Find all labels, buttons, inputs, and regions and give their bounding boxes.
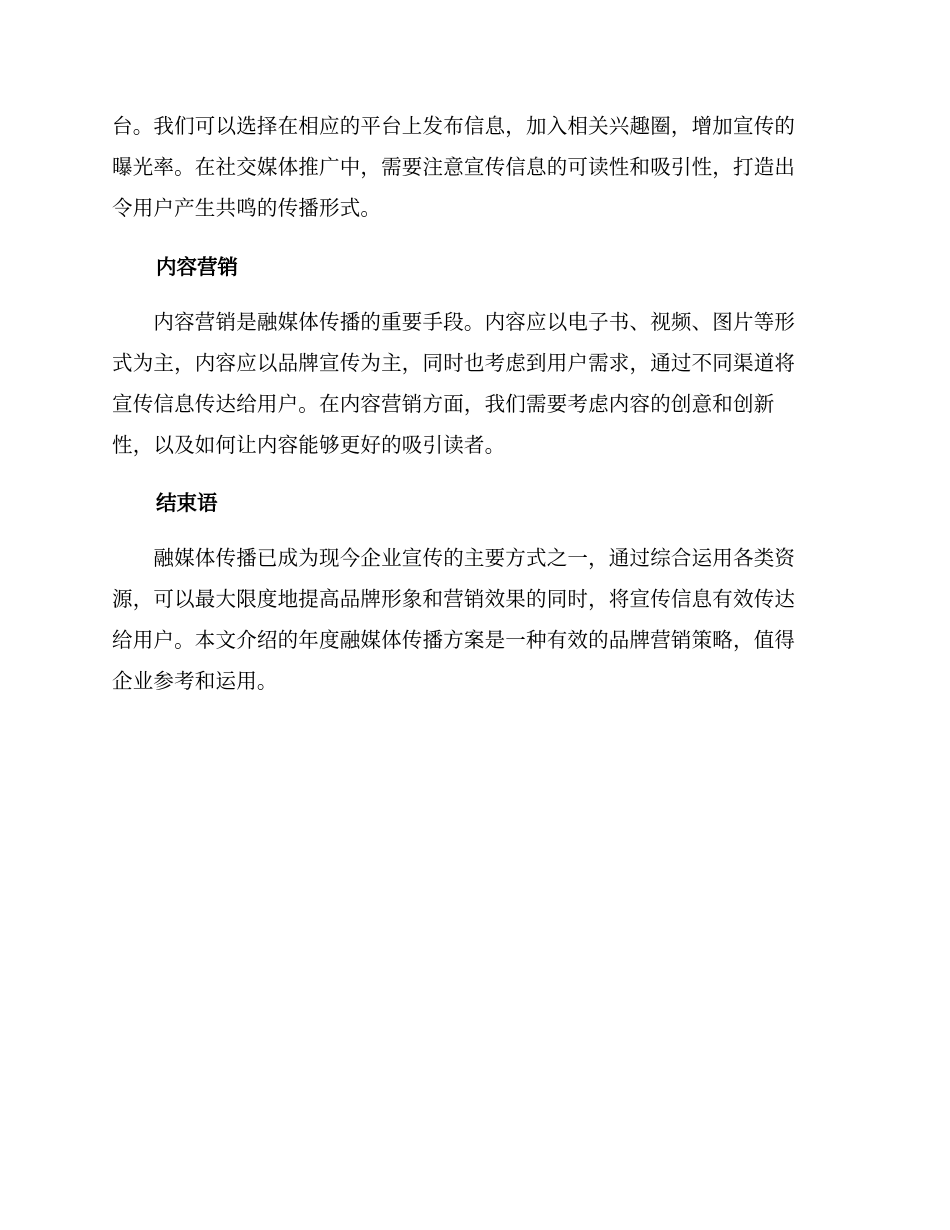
paragraph-line: 源，可以最大限度地提高品牌形象和营销效果的同时，将宣传信息有效传达 [112,587,796,611]
paragraph-line: 宣传信息传达给用户。在内容营销方面，我们需要考虑内容的创意和创新 [112,392,775,416]
paragraph-line: 曝光率。在社交媒体推广中，需要注意宣传信息的可读性和吸引性，打造出 [112,155,796,179]
section-heading-content-marketing: 内容营销 [156,255,238,279]
section-heading-conclusion: 结束语 [156,491,218,515]
intro-paragraph [112,106,832,229]
conclusion-paragraph [112,538,832,702]
paragraph-line: 融媒体传播已成为现今企业宣传的主要方式之一，通过综合运用各类资 [112,546,796,570]
paragraph-line: 台。我们可以选择在相应的平台上发布信息，加入相关兴趣圈，增加宣传的 [112,114,796,138]
paragraph-line: 内容营销是融媒体传播的重要手段。内容应以电子书、视频、图片等形 [112,310,796,334]
paragraph-line: 企业参考和运用。 [112,669,278,693]
paragraph-line: 令用户产生共鸣的传播形式。 [112,196,382,220]
paragraph-line: 给用户。本文介绍的年度融媒体传播方案是一种有效的品牌营销策略，值得 [112,628,796,652]
paragraph-line: 性，以及如何让内容能够更好的吸引读者。 [112,433,506,457]
paragraph-line: 式为主，内容应以品牌宣传为主，同时也考虑到用户需求，通过不同渠道将 [112,351,796,375]
content-marketing-paragraph [112,302,832,466]
